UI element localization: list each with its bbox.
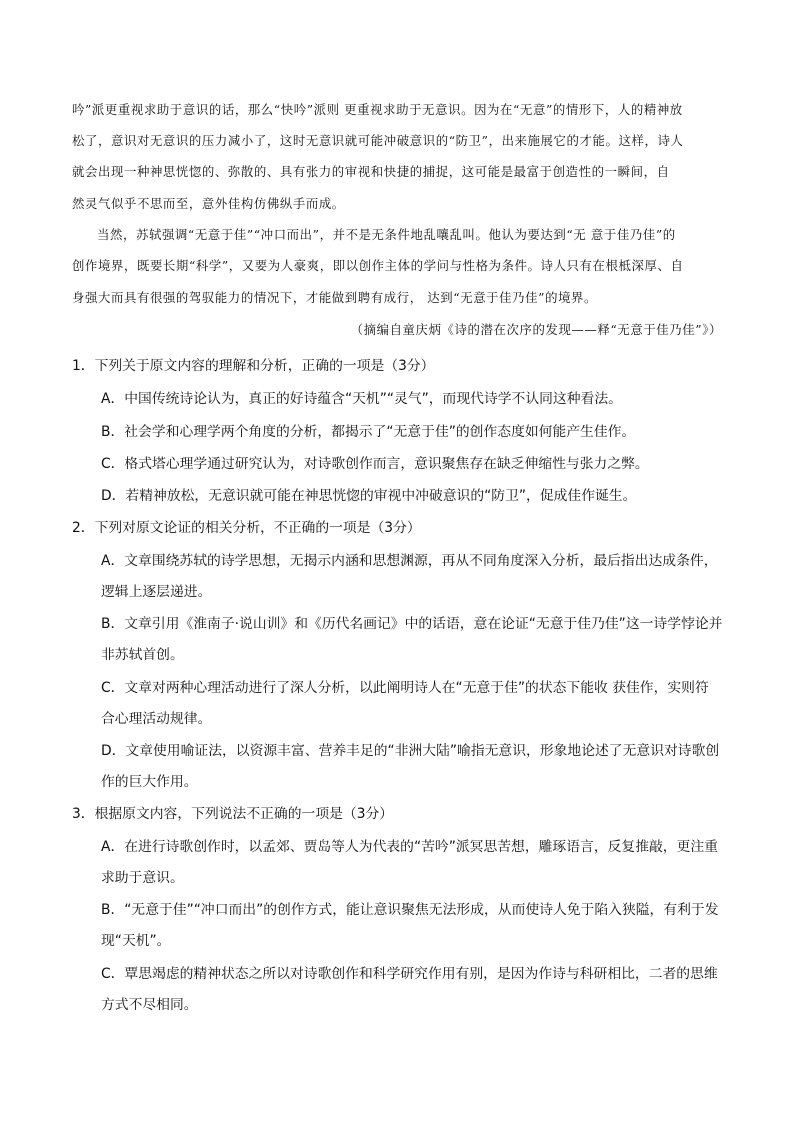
question-2-option-b-line-1: B．文章引用《淮南子·说山训》和《历代名画记》中的话语，意在论证“无意于佳乃佳”这一诗学悖论并: [101, 616, 723, 632]
passage-line-4: 然灵气似乎不思而至，意外佳构仿佛纵手而成。: [72, 196, 345, 211]
passage-line-5: 当然，苏轼强调“无意于佳”“冲口而出”，并不是无条件地乱嚷乱叫。他认为要达到“无 意于佳乃佳”的: [97, 227, 676, 242]
passage-line-7: 身强大而具有很强的驾驭能力的情况下，才能做到聘有成行， 达到“无意于佳乃佳”的境界。: [72, 290, 598, 305]
question-3-option-a-line-1: A．在进行诗歌创作时，以孟郊、贾岛等人为代表的“苦吟”派冥思苦想，雕琢语言，反复推敲，更注重: [101, 839, 718, 855]
passage-line-2: 松了，意识对无意识的压力减小了，这时无意识就可能冲破意识的“防卫”，出来施展它的才能。这样，诗人: [72, 133, 684, 148]
passage-line-3: 就会出现一种神思恍惚的、弥散的、具有张力的审视和快捷的捕捉，这可能是最富于创造性的一瞬间，自: [72, 164, 670, 179]
passage-source: （摘编自童庆炳《诗的潜在次序的发现——释“无意于佳乃佳”》）: [350, 322, 722, 337]
question-3-option-b-line-2: 现“天机”。: [101, 933, 171, 949]
passage-line-1: 吟”派更重视求助于意识的话，那么“快吟”派则 更重视求助于无意识。因为在“无意”的情形下，人的精神放: [72, 102, 683, 117]
question-1-option-a: A．中国传统诗论认为，真正的好诗蕴含“天机”“灵气”，而现代诗学不认同这种看法。: [101, 391, 622, 407]
question-2-stem: 2．下列对原文论证的相关分析，不正确的一项是（3分）: [72, 520, 421, 536]
passage-line-6: 创作境界，既要长期“科学”，又要为人豪爽，即以创作主体的学问与性格为条件。诗人只有在根柢深厚、自: [72, 258, 684, 273]
question-3-option-c-line-2: 方式不尽相同。: [101, 997, 198, 1013]
question-2-option-b-line-2: 非苏轼首创。: [101, 647, 184, 663]
question-3-option-a-line-2: 求助于意识。: [101, 870, 184, 886]
question-2-option-a-line-2: 逻辑上逐层递进。: [101, 584, 212, 600]
question-1-option-d: D．若精神放松，无意识就可能在神思恍惚的审视中冲破意识的“防卫”，促成佳作诞生。: [101, 488, 637, 504]
question-3-stem: 3．根据原文内容，下列说法不正确的一项是（3分）: [72, 806, 394, 822]
question-1-option-c: C．格式塔心理学通过研究认为，对诗歌创作而言，意识聚焦存在缺乏伸缩性与张力之弊。: [101, 456, 649, 472]
question-3-option-b-line-1: B．“无意于佳”“冲口而出”的创作方式，能让意识聚焦无法形成，从而使诗人免于陷入狭隘，有利于发: [101, 902, 719, 918]
question-1-stem: 1．下列关于原文内容的理解和分析，正确的一项是（3分）: [72, 358, 435, 374]
question-2-option-c-line-1: C．文章对两种心理活动进行了深人分析，以此阐明诗人在“无意于佳”的状态下能收 获佳作，实则符: [101, 680, 709, 696]
question-1-option-b: B．社会学和心理学两个角度的分析，都揭示了“无意于佳”的创作态度如何能产生佳作。: [101, 424, 636, 440]
question-2-option-a-line-1: A．文章围绕苏轼的诗学思想，无揭示内涵和思想渊源，再从不同角度深入分析，最后指出达成条件，: [101, 553, 718, 569]
question-2-option-d-line-1: D．文章使用喻证法，以资源丰富、营养丰足的“非洲大陆”喻指无意识，形象地论述了无意识对诗歌创: [101, 743, 720, 759]
question-2-option-c-line-2: 合心理活动规律。: [101, 711, 212, 727]
question-3-option-c-line-1: C．覃思竭虑的精神状态之所以对诗歌创作和科学研究作用有别，是因为作诗与科研相比，二者的思维: [101, 966, 718, 982]
question-2-option-d-line-2: 作的巨大作用。: [101, 774, 198, 790]
